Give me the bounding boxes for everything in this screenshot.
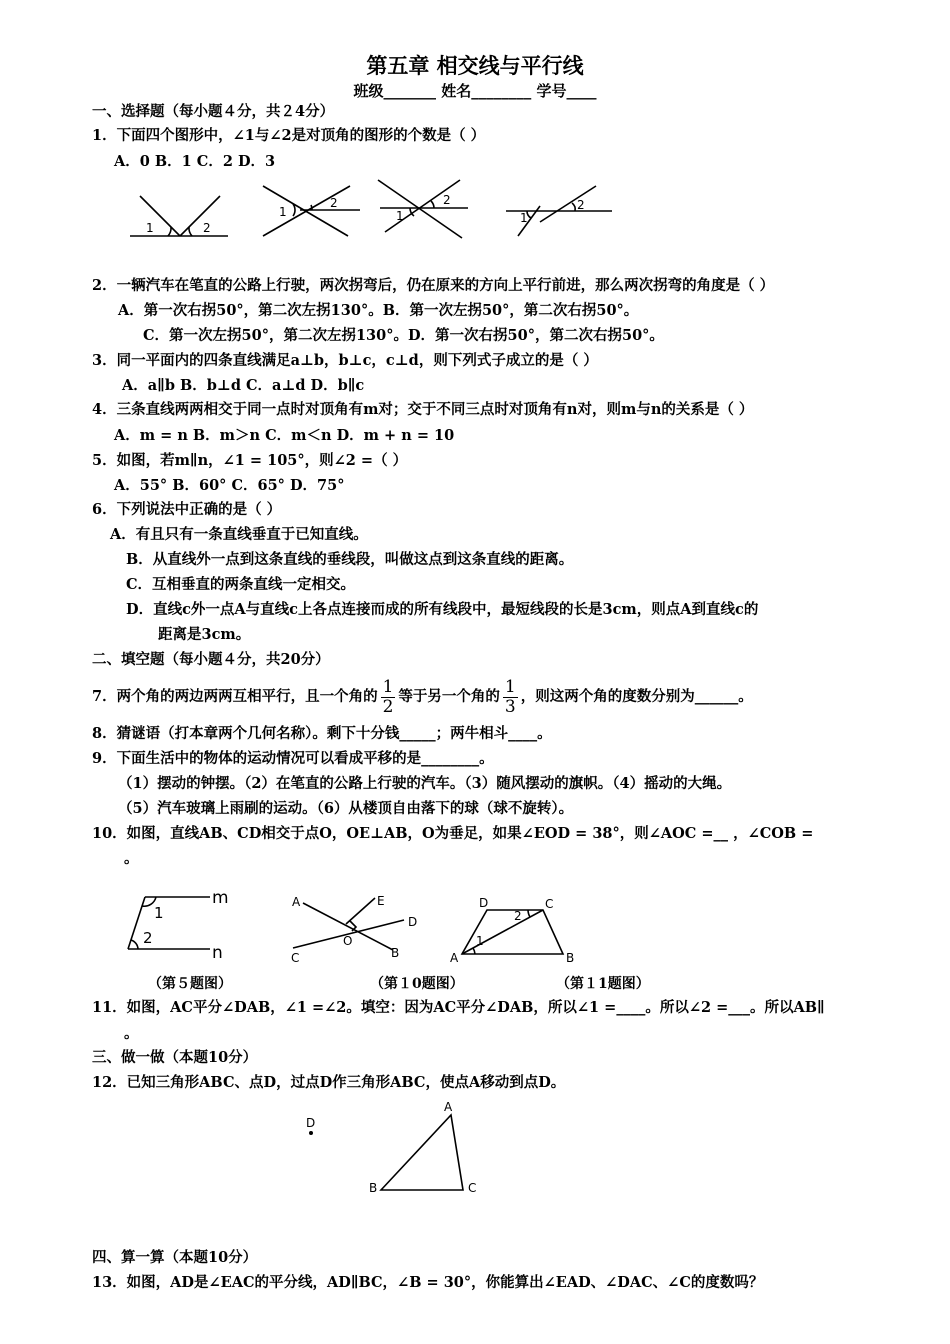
q1a-label-2: 2 xyxy=(203,221,211,235)
question-2-options-ab: A．第一次右拐50°，第二次左拐130°。B．第一次左拐50°，第二次右拐50°。 xyxy=(118,302,639,319)
half-den: 2 xyxy=(382,696,394,717)
q1b-label-1: 1 xyxy=(279,205,287,219)
question-2: 2．一辆汽车在笔直的公路上行驶，两次拐弯后，仍在原来的方向上平行前进，那么两次拐弯的角度是（ ） xyxy=(92,277,775,294)
q1c-label-2: 2 xyxy=(443,193,451,207)
fig10-label-O: O xyxy=(343,934,353,948)
question-2-options-cd: C．第一次左拐50°，第二次左拐130°。D．第一次右拐50°，第二次右拐50°。 xyxy=(143,327,664,344)
student-info-line: 班级_______ 姓名________ 学号____ xyxy=(353,82,597,100)
question-1-options: A．0 B．1 C．2 D．3 xyxy=(114,153,276,170)
question-10: 10．如图，直线AB、CD相交于点O，OE⊥AB，O为垂足，如果∠EOD = 38°，则∠AOC =__ ，∠COB = xyxy=(92,825,814,842)
fig12-label-D: D xyxy=(306,1116,316,1130)
section-4-heading: 四、算一算（本题10分） xyxy=(92,1249,258,1266)
question-9: 9．下面生活中的物体的运动情况可以看成平移的是________。 xyxy=(92,750,494,767)
q1a-label-1: 1 xyxy=(146,221,154,235)
fig11-label-2: 2 xyxy=(514,909,522,923)
third-num: 1 xyxy=(504,676,516,697)
fig10-label-C: C xyxy=(291,951,300,965)
question-8: 8．猜谜语（打本章两个几何名称）。剩下十分钱_____；两牛相斗____。 xyxy=(92,725,552,742)
fig10-label-D: D xyxy=(408,915,418,929)
q7-text-b: 等于另一个角的 xyxy=(398,688,500,705)
caption-figure-5: （第５题图） xyxy=(148,976,232,992)
page-title: 第五章 相交线与平行线 xyxy=(366,54,584,78)
question-3-options: A．a∥b B．b⊥d C．a⊥d D．b∥c xyxy=(122,377,365,394)
q7-text-c: ，则这两个角的度数分别为______。 xyxy=(520,688,753,705)
question-4-options: A．m = n B．m＞n C．m＜n D．m + n = 10 xyxy=(114,427,455,444)
question-6-option-d: D．直线c外一点A与直线c上各点连接而成的所有线段中，最短线段的长是3cm，则点A到直线c的 xyxy=(126,601,759,618)
question-6-option-d-cont: 距离是3cm。 xyxy=(158,626,251,643)
caption-figure-11: （第１1题图） xyxy=(556,976,650,992)
fig5-label-1: 1 xyxy=(154,904,164,922)
question-6-option-b: B．从直线外一点到这条直线的垂线段，叫做这点到这条直线的距离。 xyxy=(126,551,574,568)
section-2-heading: 二、填空题（每小题４分，共20分） xyxy=(92,651,330,668)
question-6: 6．下列说法中正确的是（ ） xyxy=(92,501,282,518)
fig12-label-C: C xyxy=(468,1181,477,1195)
q1c-label-1: 1 xyxy=(396,209,404,223)
question-5: 5．如图，若m∥n，∠1 = 105°，则∠2 =（ ） xyxy=(92,452,408,469)
section-1-heading: 一、选择题（每小题４分，共２4分） xyxy=(92,103,335,120)
q1d-label-1: 1 xyxy=(520,211,528,225)
caption-figure-10: （第１0题图） xyxy=(370,976,464,992)
fig11-label-A: A xyxy=(450,951,459,965)
fig5-label-n: n xyxy=(212,943,223,963)
fig5-label-m: m xyxy=(212,888,229,908)
fig12-label-A: A xyxy=(444,1100,453,1114)
fig11-label-1: 1 xyxy=(476,934,484,948)
question-13: 13．如图，AD是∠EAC的平分线，AD∥BC，∠B = 30°，你能算出∠EAD、∠DAC、∠C的度数吗？ xyxy=(92,1274,764,1291)
fig10-label-E: E xyxy=(377,894,385,908)
question-4: 4．三条直线两两相交于同一点时对顶角有m对；交于不同三点时对顶角有n对，则m与n的关系是（ ） xyxy=(92,401,754,418)
question-9-items-2: （5）汽车玻璃上雨刷的运动。（6）从楼顶自由落下的球（球不旋转）。 xyxy=(118,800,574,817)
q7-text-a: 7．两个角的两边两两互相平行，且一个角的 xyxy=(92,688,378,705)
question-6-option-c: C．互相垂直的两条直线一定相交。 xyxy=(126,576,356,593)
third-den: 3 xyxy=(504,696,516,717)
fig11-label-D: D xyxy=(479,896,489,910)
section-3-heading: 三、做一做（本题10分） xyxy=(92,1049,258,1066)
fig10-label-A: A xyxy=(292,895,301,909)
question-9-items-1: （1）摆动的钟摆。（2）在笔直的公路上行驶的汽车。（3）随风摆动的旗帜。（4）摇动的大绳。 xyxy=(118,775,732,792)
fig5-label-2: 2 xyxy=(143,929,153,947)
fig11-label-C: C xyxy=(545,897,554,911)
fig12-label-B: B xyxy=(369,1181,378,1195)
q1d-label-2: 2 xyxy=(577,198,585,212)
question-6-option-a: A．有且只有一条直线垂直于已知直线。 xyxy=(110,526,368,543)
point-D xyxy=(309,1131,313,1135)
q1b-label-2: 2 xyxy=(330,196,338,210)
question-10-cont: 。 xyxy=(124,850,139,867)
question-5-options: A．55° B．60° C．65° D．75° xyxy=(114,477,345,494)
question-12: 12．已知三角形ABC、点D，过点D作三角形ABC，使点A移动到点D。 xyxy=(92,1074,566,1091)
question-11: 11．如图，AC平分∠DAB，∠1 =∠2。填空：因为AC平分∠DAB，所以∠1 =____。所以∠2 =___。所以AB∥ xyxy=(92,999,825,1016)
question-1: 1．下面四个图形中，∠1与∠2是对顶角的图形的个数是（ ） xyxy=(92,127,486,144)
fig10-label-B: B xyxy=(391,946,400,960)
question-3: 3．同一平面内的四条直线满足a⊥b，b⊥c，c⊥d，则下列式子成立的是（ ） xyxy=(92,352,598,369)
half-num: 1 xyxy=(382,676,394,697)
question-11-cont: 。 xyxy=(124,1025,139,1042)
fig11-label-B: B xyxy=(566,951,575,965)
